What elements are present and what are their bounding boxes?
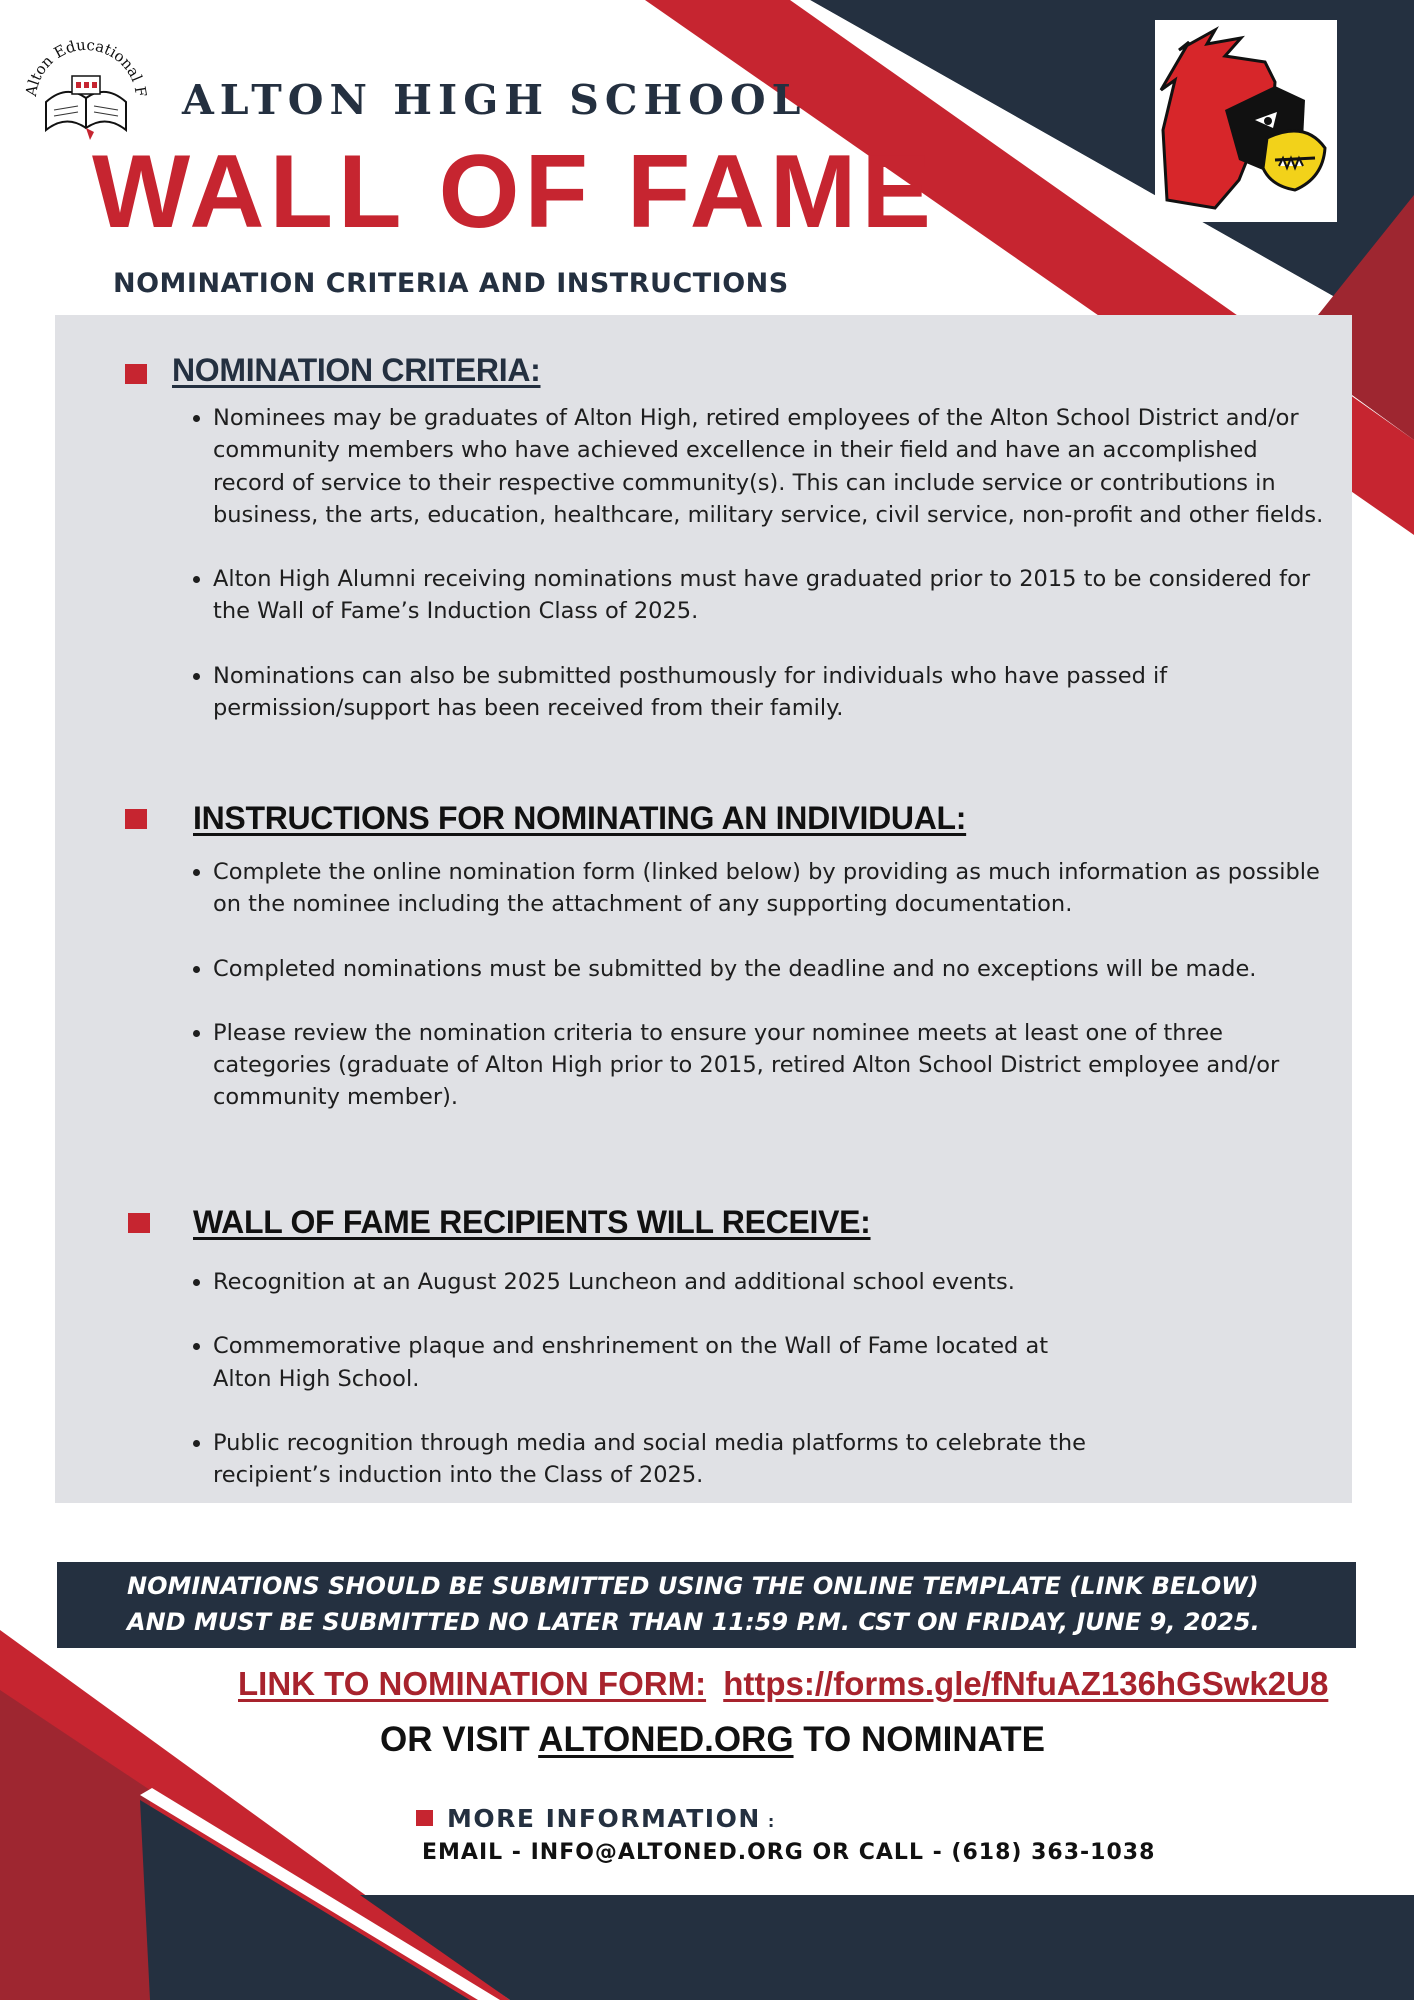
list-item: • Nominees may be graduates of Alton High, retired employees of the Alton School District and/or community members who have achieved excellence in their field and have an accomplished record of service to their respective community(s). This can include service or contributions in business, the arts, education, healthcare, military service, civil service, non-profit and other fields.	[213, 402, 1333, 531]
cardinal-mascot-logo	[1155, 20, 1337, 222]
section-heading-instructions: INSTRUCTIONS FOR NOMINATING AN INDIVIDUAL:	[193, 800, 967, 836]
section-heading-recipients: WALL OF FAME RECIPIENTS WILL RECEIVE:	[193, 1204, 871, 1240]
page-title: WALL OF FAME	[92, 134, 936, 250]
list-item: • Recognition at an August 2025 Luncheon and additional school events.	[213, 1266, 1113, 1298]
more-info-heading	[447, 1804, 776, 1833]
contact-info: EMAIL - INFO@ALTONED.ORG OR CALL - (618) 363-1038	[422, 1840, 1156, 1865]
page-subtitle: NOMINATION CRITERIA AND INSTRUCTIONS	[113, 268, 789, 299]
more-info-heading-text: MORE INFORMATION	[447, 1804, 761, 1833]
list-item: • Complete the online nomination form (linked below) by providing as much information as possible on the nominee including the attachment of any supporting documentation.	[213, 856, 1333, 921]
recipients-list	[190, 1266, 1113, 1523]
section-bullet-square	[125, 809, 147, 829]
visit-website-line	[380, 1720, 1045, 1760]
nomination-link-label: LINK TO NOMINATION FORM:	[238, 1665, 707, 1702]
section-heading-criteria: NOMINATION CRITERIA:	[172, 352, 541, 388]
website-link[interactable]: ALTONED.ORG	[538, 1720, 794, 1759]
banner-line-1: NOMINATIONS SHOULD BE SUBMITTED USING THE ONLINE TEMPLATE (LINK BELOW)	[127, 1572, 1259, 1600]
nomination-form-link[interactable]: https://forms.gle/fNfuAZ136hGSwk2U8	[723, 1665, 1329, 1702]
list-item: • Completed nominations must be submitted by the deadline and no exceptions will be made.	[213, 953, 1333, 985]
banner-line-2: AND MUST BE SUBMITTED NO LATER THAN 11:59 P.M. CST ON FRIDAY, JUNE 9, 2025.	[127, 1608, 1260, 1636]
school-name: ALTON HIGH SCHOOL	[182, 76, 807, 124]
instructions-list	[190, 856, 1333, 1146]
nomination-link-line	[238, 1665, 1328, 1703]
criteria-list	[190, 402, 1333, 756]
visit-prefix: OR VISIT	[380, 1720, 539, 1759]
foundation-logo	[14, 22, 154, 142]
list-item: • Public recognition through media and social media platforms to celebrate the recipient’s induction into the Class of 2025.	[213, 1427, 1113, 1492]
foundation-logo-text: Alton Educational F	[22, 35, 150, 98]
more-info-bullet-square	[416, 1810, 433, 1826]
list-item: • Please review the nomination criteria to ensure your nominee meets at least one of three categories (graduate of Alton High prior to 2015, retired Alton School District employee and/or community member).	[213, 1017, 1333, 1114]
deadline-banner-text	[127, 1568, 1327, 1640]
more-info-colon: :	[760, 1812, 776, 1831]
list-item: • Commemorative plaque and enshrinement on the Wall of Fame located at Alton High School.	[213, 1330, 1113, 1395]
list-item: • Alton High Alumni receiving nominations must have graduated prior to 2015 to be considered for the Wall of Fame’s Induction Class of 2025.	[213, 563, 1333, 628]
visit-suffix: TO NOMINATE	[793, 1720, 1046, 1759]
section-bullet-square	[125, 364, 147, 384]
section-bullet-square	[128, 1213, 150, 1233]
list-item: • Nominations can also be submitted posthumously for individuals who have passed if permission/support has been received from their family.	[213, 660, 1333, 725]
